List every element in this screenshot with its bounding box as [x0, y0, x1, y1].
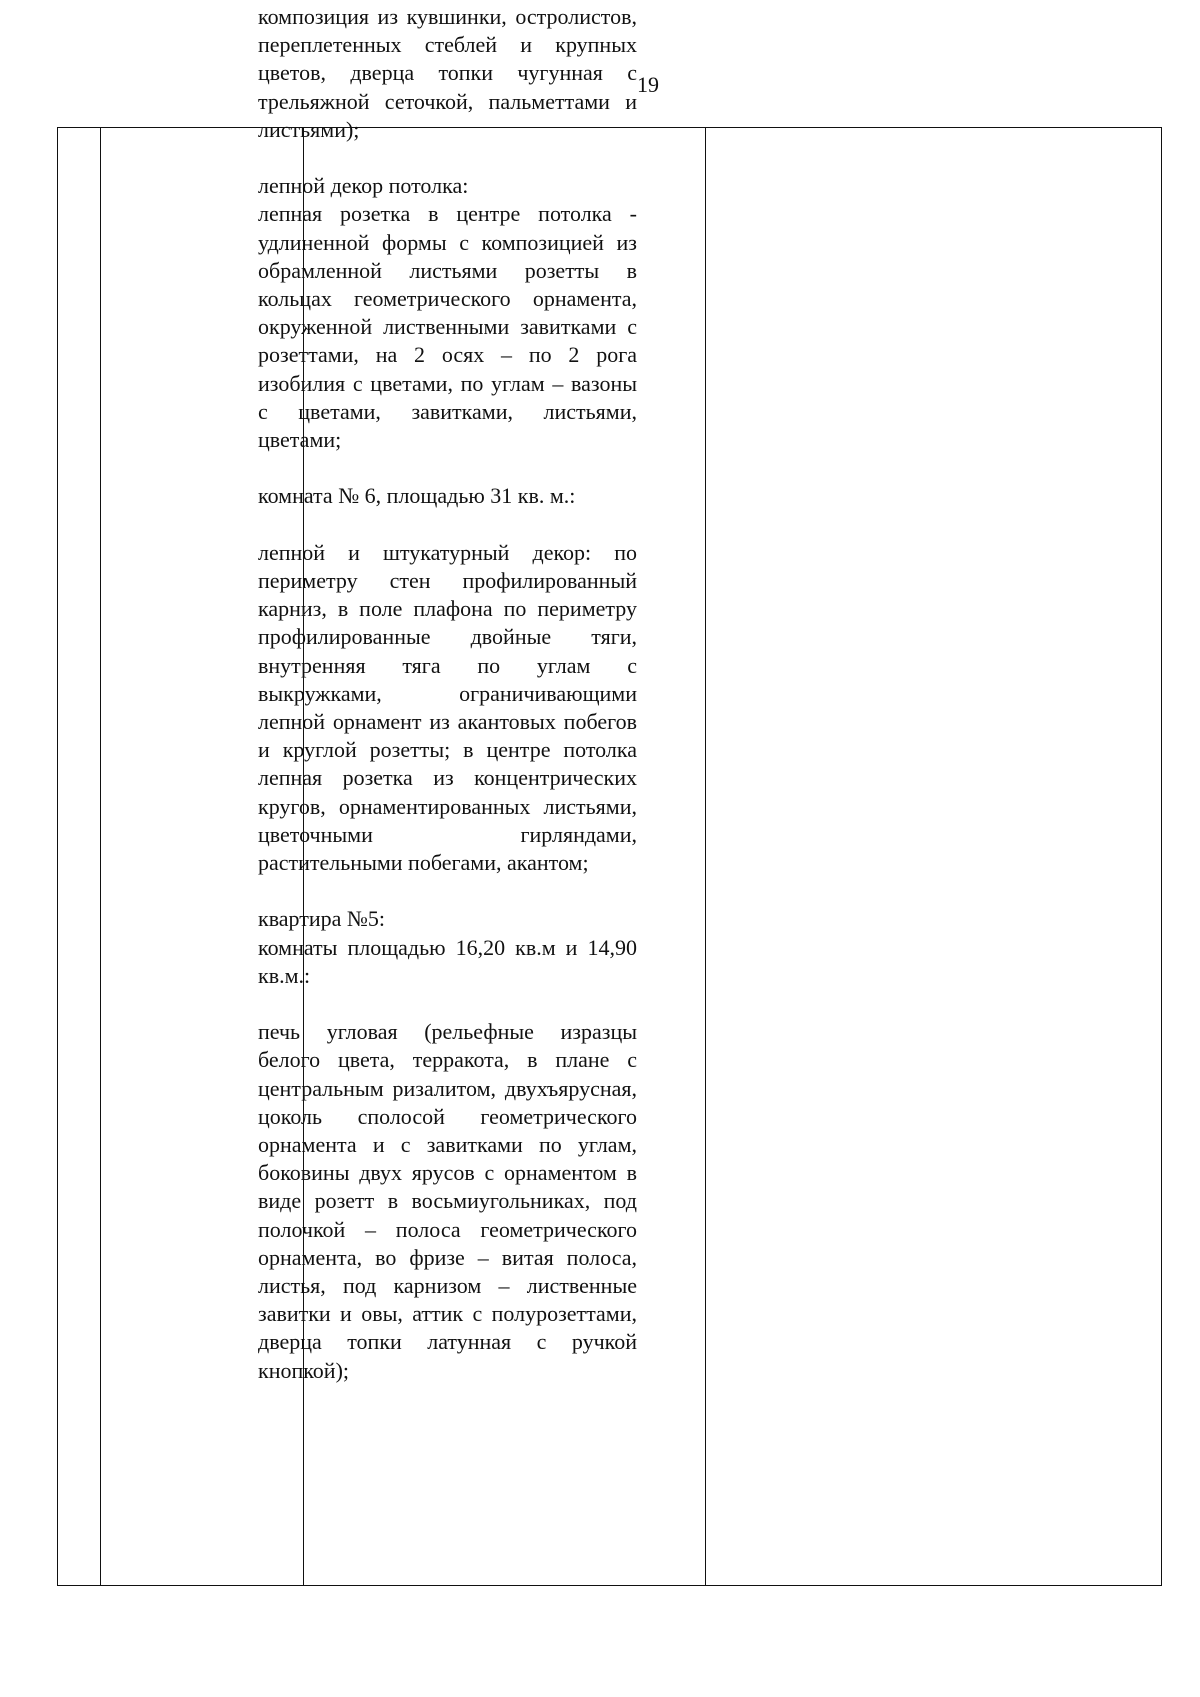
paragraph: квартира №5:: [258, 906, 386, 932]
column-divider-1: [100, 128, 101, 1585]
text-block-corner-stove: [258, 1018, 637, 1385]
paragraph: печь угловая (рельефные изразцы белого цвета, терракота, в плане с центральным ризалитом, двухъярусная, цоколь сполосой геометрического орнамента и с завитками по углам, боковины двух ярусов с орнаментом в виде розетт в восьмиугольниках, под полочкой – полоса геометрического орнамента, во фризе – витая полоса, листья, под карнизом – лиственные завитки и овы, аттик с полурозеттами, дверца топки латунная с ручкой кнопкой);: [258, 1019, 637, 1383]
text-block-stove-continuation: [258, 3, 637, 144]
text-block-room-6-heading: [258, 482, 637, 510]
text-block-room-6-decor: [258, 539, 637, 877]
paragraph: лепная розетка в центре потолка - удлиненной формы с композицией из обрамленной листьями розетты в кольцах геометрического орнамента, окруженной лиственными завитками с розеттами, на 2 осях – по 2 рога изобилия с цветами, по углам – вазоны с цветами, завитками, листьями, цветами;: [258, 201, 637, 453]
column-divider-3: [705, 128, 706, 1585]
page-number: 19: [637, 72, 659, 97]
paragraph: комнаты площадью 16,20 кв.м и 14,90 кв.м.:: [258, 934, 637, 988]
text-block-ceiling-decor: [258, 172, 637, 454]
paragraph: лепной декор потолка:: [258, 173, 469, 199]
text-block-apartment-5: [258, 905, 637, 990]
description-cell: [258, 3, 637, 1385]
paragraph: комната № 6, площадью 31 кв. м.:: [258, 483, 576, 509]
paragraph: лепной и штукатурный декор: по периметру стен профилированный карниз, в поле плафона по периметру профилированные двойные тяги, внутренняя тяга по углам с выкружками, ограничивающими лепной орнамент из акантовых побегов и круглой розетты; в центре потолка лепная розетка из концентрических кругов, орнаментированных листьями, цветочными гирляндами, растительными побегами, акантом;: [258, 539, 637, 876]
paragraph: композиция из кувшинки, остролистов, переплетенных стеблей и крупных цветов, дверца топки чугунная с трельяжной сеточкой, пальметтами и листьями);: [258, 4, 637, 142]
